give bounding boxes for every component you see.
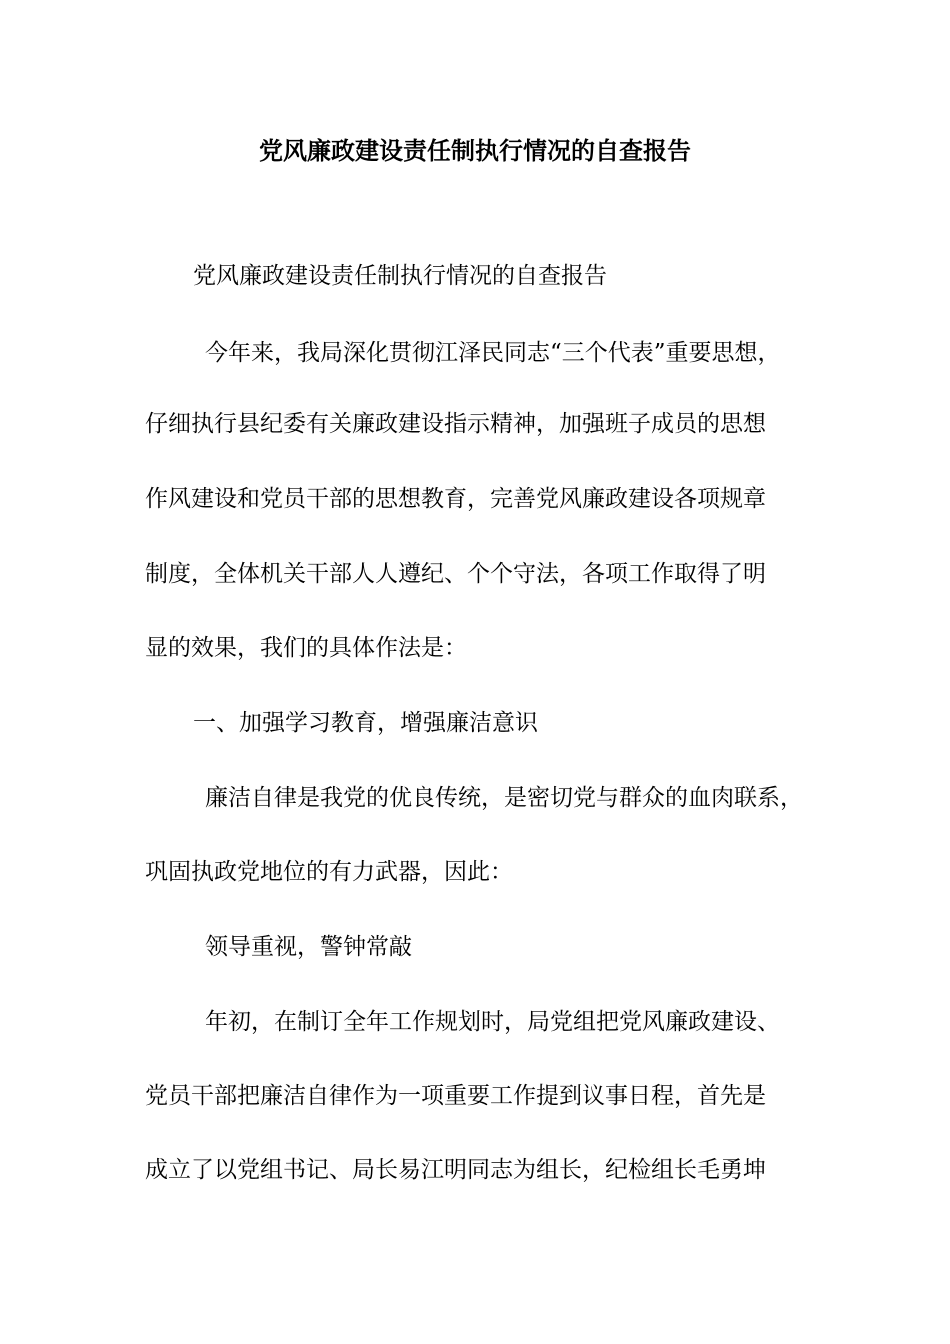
paragraph-line: 显的效果，我们的具体作法是： <box>145 635 467 661</box>
paragraph-subtitle: 党风廉政建设责任制执行情况的自查报告 <box>193 263 607 289</box>
section-heading: 一、加强学习教育，增强廉洁意识 <box>193 710 538 736</box>
document-title: 党风廉政建设责任制执行情况的自查报告 <box>259 136 691 165</box>
paragraph-line: 廉洁自律是我党的优良传统，是密切党与群众的血肉联系， <box>205 785 803 811</box>
paragraph-line: 巩固执政党地位的有力武器，因此： <box>145 859 513 885</box>
paragraph-line: 仔细执行县纪委有关廉政建设指示精神，加强班子成员的思想 <box>145 411 766 437</box>
paragraph-line: 作风建设和党员干部的思想教育，完善党风廉政建设各项规章 <box>145 486 766 512</box>
subsection-heading: 领导重视，警钟常敲 <box>205 934 412 960</box>
paragraph-line: 今年来，我局深化贯彻江泽民同志“三个代表”重要思想， <box>205 340 781 366</box>
paragraph-line: 制度，全体机关干部人人遵纪、个个守法，各项工作取得了明 <box>145 561 766 587</box>
paragraph-line: 年初，在制订全年工作规划时，局党组把党风廉政建设、 <box>205 1009 780 1035</box>
paragraph-line: 党员干部把廉洁自律作为一项重要工作提到议事日程，首先是 <box>145 1083 766 1109</box>
paragraph-line: 成立了以党组书记、局长易江明同志为组长，纪检组长毛勇坤 <box>145 1157 766 1183</box>
